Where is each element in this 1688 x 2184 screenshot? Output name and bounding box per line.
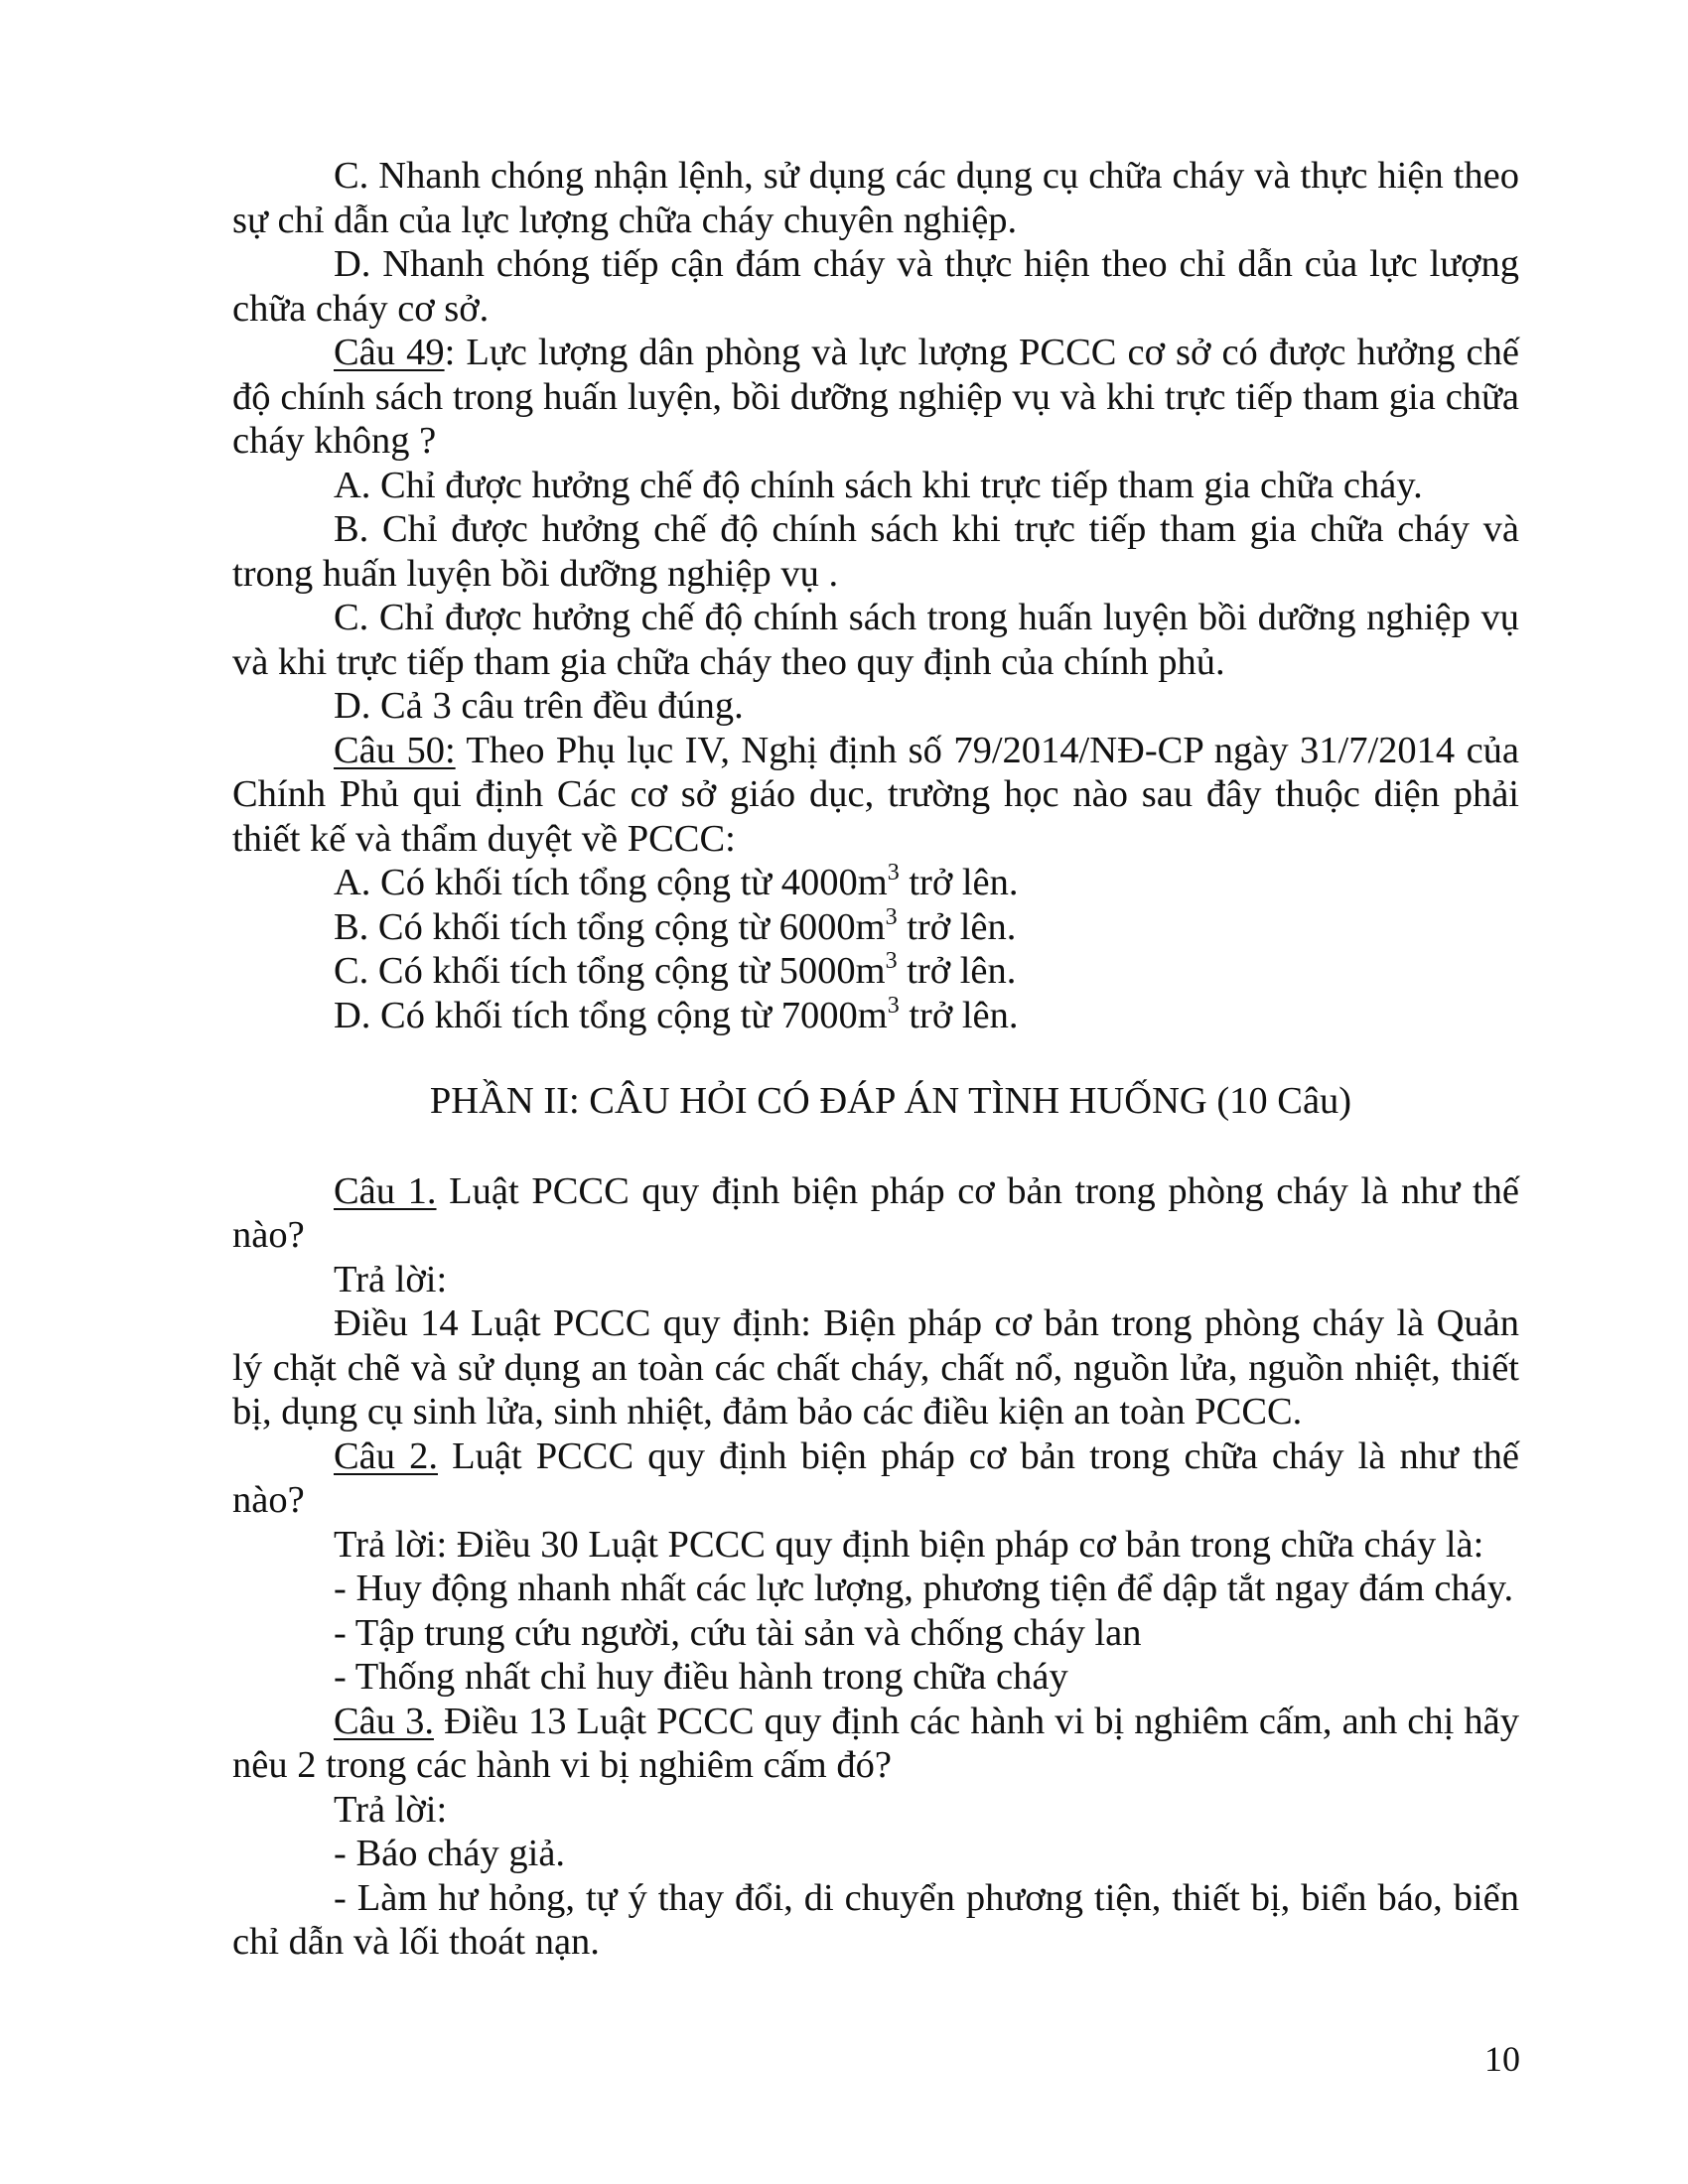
q50-option-d [232,994,1519,1038]
q3-answer-label: Trả lời: [334,1788,448,1831]
q49-option-b: B. Chỉ được hưởng chế độ chính sách khi trực tiếp tham gia chữa cháy và trong huấn luyện bồi dưỡng nghiệp vụ . [232,508,1519,595]
q50-option-suffix: trở lên. [899,994,1019,1036]
q49-option-c: C. Chỉ được hưởng chế độ chính sách trong huấn luyện bồi dưỡng nghiệp vụ và khi trực tiếp tham gia chữa cháy theo quy định của chính phủ. [232,597,1519,683]
cubic-superscript: 3 [885,903,898,930]
q3-question [232,1700,1519,1788]
q50-option-suffix: trở lên. [897,950,1017,992]
q1-question [232,1169,1519,1258]
q50-option-c [232,949,1519,994]
q50-option-suffix: trở lên. [899,862,1019,903]
q3-text: Điều 13 Luật PCCC quy định các hành vi bị nghiêm cấm, anh chị hãy nêu 2 trong các hành vi bị nghiêm cấm đó? [232,1700,1519,1786]
page-content [232,154,1519,1965]
q49-question [232,331,1519,464]
q49-text: : Lực lượng dân phòng và lực lượng PCCC cơ sở có được hưởng chế độ chính sách trong huấn luyện, bồi dưỡng nghiệp vụ và khi trực tiếp tham gia chữa cháy không ? [232,332,1519,462]
q50-option-d-text: D. Có khối tích tổng cộng từ 7000m [334,994,888,1036]
cubic-superscript: 3 [887,992,900,1019]
q49-label: Câu 49 [334,332,445,373]
q3-item: - Làm hư hỏng, tự ý thay đổi, di chuyển phương tiện, thiết bị, biển báo, biển chỉ dẫn và lối thoát nạn. [232,1876,1519,1963]
q1-text: Luật PCCC quy định biện pháp cơ bản trong phòng cháy là như thế nào? [232,1169,1519,1256]
q1-answer: Điều 14 Luật PCCC quy định: Biện pháp cơ bản trong phòng cháy là Quản lý chặt chẽ và sử dụng an toàn các chất cháy, chất nổ, nguồn lửa, nguồn nhiệt, thiết bị, dụng cụ sinh lửa, sinh nhiệt, đảm bảo các điều kiện an toàn PCCC. [232,1302,1519,1433]
cubic-superscript: 3 [887,860,900,886]
q50-option-b-text: B. Có khối tích tổng cộng từ 6000m [334,905,886,948]
q50-option-a-text: A. Có khối tích tổng cộng từ 4000m [334,862,888,903]
q2-label: Câu 2. [334,1434,438,1477]
q50-option-suffix: trở lên. [897,905,1017,948]
q49-option-d: D. Cả 3 câu trên đều đúng. [334,685,744,727]
q50-label: Câu 50: [334,729,456,771]
q48-option-c: C. Nhanh chóng nhận lệnh, sử dụng các dụng cụ chữa cháy và thực hiện theo sự chỉ dẫn của lực lượng chữa cháy chuyên nghiệp. [232,155,1519,241]
q2-question [232,1434,1519,1523]
q1-label: Câu 1. [334,1169,437,1212]
cubic-superscript: 3 [885,948,898,974]
q3-item: - Báo cháy giả. [334,1833,566,1874]
q2-item: - Huy động nhanh nhất các lực lượng, phương tiện để dập tắt ngay đám cháy. [334,1568,1514,1609]
q2-text: Luật PCCC quy định biện pháp cơ bản trong chữa cháy là như thế nào? [232,1434,1519,1521]
q50-option-a [232,861,1519,905]
q2-item: - Thống nhất chỉ huy điều hành trong chữa cháy [334,1656,1068,1698]
q1-answer-label: Trả lời: [334,1258,448,1300]
q50-text: Theo Phụ lục IV, Nghị định số 79/2014/NĐ-CP ngày 31/7/2014 của Chính Phủ qui định Các cơ sở giáo dục, trường học nào sau đây thuộc diện phải thiết kế và thẩm duyệt về PCCC: [232,729,1519,860]
q2-answer: Trả lời: Điều 30 Luật PCCC quy định biện pháp cơ bản trong chữa cháy là: [334,1523,1484,1566]
q50-question [232,729,1519,862]
q3-label: Câu 3. [334,1700,434,1742]
section-heading: PHẦN II: CÂU HỎI CÓ ĐÁP ÁN TÌNH HUỐNG (10 Câu) [429,1080,1352,1122]
q50-option-b [232,905,1519,950]
q2-item: - Tập trung cứu người, cứu tài sản và chống cháy lan [334,1611,1142,1654]
q48-option-d: D. Nhanh chóng tiếp cận đám cháy và thực hiện theo chỉ dẫn của lực lượng chữa cháy cơ sở. [232,243,1519,330]
page-number: 10 [1484,2039,1520,2079]
q50-option-c-text: C. Có khối tích tổng cộng từ 5000m [334,950,886,992]
q49-option-a: A. Chỉ được hưởng chế độ chính sách khi trực tiếp tham gia chữa cháy. [334,464,1423,506]
